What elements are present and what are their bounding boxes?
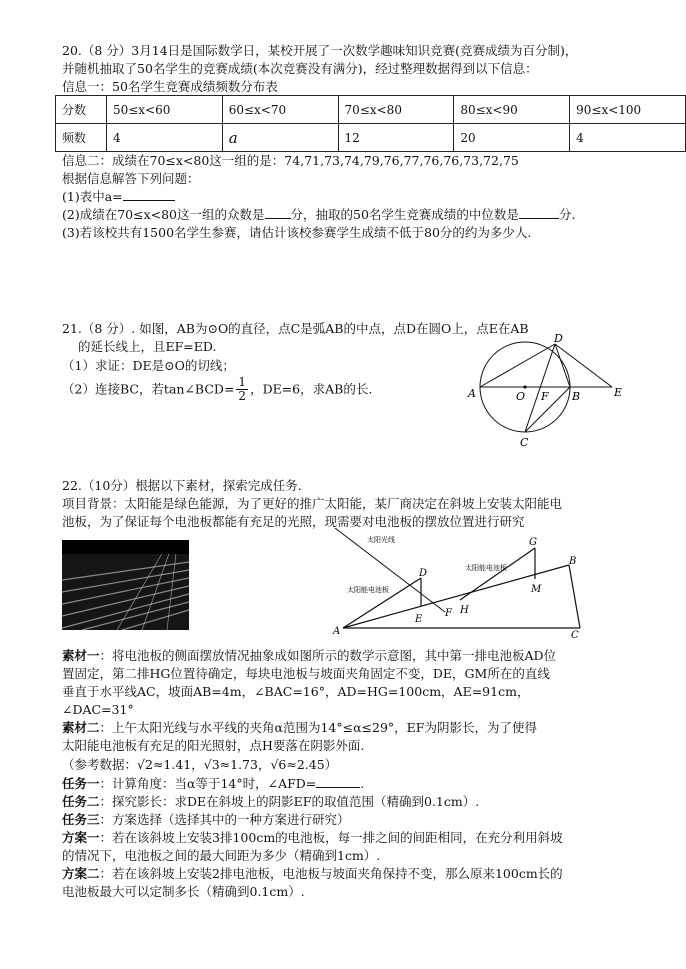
table-cell: 90≤x<100	[570, 96, 686, 124]
line-ad	[480, 344, 555, 387]
reference-data: （参考数据：√2≈1.41，√3≈1.73，√6≈2.45）	[62, 757, 338, 772]
task3-title: 任务三	[62, 812, 100, 827]
scheme2-line2: 电池板最大可以定制多长（精确到0.1cm）.	[62, 884, 305, 899]
q20-part2-text-a: (2)成绩在70≤x<80这一组的众数是	[62, 207, 265, 222]
label-d: D	[419, 568, 428, 579]
q21-line2: 的延长线上，且EF=ED.	[78, 339, 217, 354]
label-b: B	[569, 556, 577, 567]
label-e: E	[614, 386, 623, 399]
table-cell: 12	[338, 124, 454, 152]
scheme2-text: ：若在该斜坡上安装2排电池板，电池板与坡面夹角保持不变，那么原来100cm长的	[99, 866, 563, 881]
label-m: M	[531, 584, 542, 595]
material2-title: 素材二	[62, 720, 100, 735]
label-f: F	[541, 390, 549, 403]
q20-part2-text-c: 分.	[558, 207, 576, 222]
center-point-o	[523, 385, 526, 388]
task2	[62, 794, 479, 810]
answer-blank[interactable]	[316, 787, 360, 788]
q20-line1: 20.（8 分）3月14日是国际数学日，某校开展了一次数学趣味知识竞赛(竞赛成绩为百分制)，	[62, 43, 578, 58]
task2-title: 任务二	[62, 794, 100, 809]
frequency-table	[55, 95, 686, 152]
q22-line1: 22.（10分）根据以下素材，探索完成任务.	[62, 478, 302, 493]
table-cell: 4	[106, 124, 222, 152]
label-panel-a: 太阳能电池板	[347, 586, 389, 594]
solar-slope-diagram	[325, 528, 595, 640]
q20-info1: 信息一：50名学生竞赛成绩频数分布表	[62, 79, 278, 94]
task3	[62, 812, 350, 828]
solar-panel-photo-art	[62, 540, 189, 630]
material1-text: ：将电池板的侧面摆放情况抽象成如图所示的数学示意图，其中第一排电池板AD位	[99, 648, 557, 663]
q20-ask: 根据信息解答下列问题：	[62, 171, 200, 186]
material2-text: ：上午太阳光线与水平线的夹角α范围为14°≤α≤29°，EF为阴影长，为了使得	[99, 720, 537, 735]
q21-part1: （1）求证：DE是⊙O的切线；	[62, 358, 235, 373]
q21-part2	[62, 376, 372, 410]
fraction	[236, 376, 248, 403]
label-e: E	[415, 614, 423, 625]
task1-title: 任务一	[62, 776, 100, 791]
task1	[62, 776, 364, 792]
q21-part2-text-a: （2）连接BC，若tan∠BCD=	[62, 381, 235, 397]
q20-part2	[62, 207, 575, 223]
material1-line3: 垂直于水平线AC，坡面AB=4m，∠BAC=16°，AD=HG=100cm，AE=91cm，	[62, 684, 530, 699]
answer-blank[interactable]	[265, 218, 291, 219]
line-bc	[569, 565, 580, 628]
fraction-numerator: 1	[238, 375, 247, 389]
scheme1-line1	[62, 830, 563, 846]
q20-line2: 并随机抽取了50名学生的竞赛成绩(本次竞赛没有满分)，经过整理数据得到以下信息：	[62, 61, 538, 76]
answer-blank[interactable]	[519, 218, 559, 219]
label-o: O	[516, 390, 526, 403]
q20-part1-text: (1)表中a=	[62, 189, 123, 204]
table-cell: 分数	[56, 96, 107, 124]
table-cell: 频数	[56, 124, 107, 152]
scheme1-line2: 的情况下，电池板之间的最大间距为多少（精确到1cm）.	[62, 848, 381, 863]
q20-part2-text-b: 分，抽取的50名学生竞赛成绩的中位数是	[290, 207, 519, 222]
task2-text: ：探究影长：求DE在斜坡上的阴影EF的取值范围（精确到0.1cm）.	[99, 794, 480, 809]
task3-text: ：方案选择（选择其中的一种方案进行研究）	[99, 812, 350, 827]
table-cell: 20	[454, 124, 570, 152]
material1-title: 素材一	[62, 648, 100, 663]
material1-line4: ∠DAC=31°	[62, 702, 134, 717]
q21-part2-text-b: ，DE=6，求AB的长.	[250, 381, 373, 397]
q22-line2: 项目背景：太阳能是绿色能源，为了更好的推广太阳能，某厂商决定在斜坡上安装太阳能电	[62, 496, 563, 511]
line-dc	[525, 344, 555, 432]
label-d: D	[554, 332, 563, 345]
label-a: A	[333, 626, 341, 637]
q22-line3: 池板，为了保证每个电池板都能有充足的光照，现需要对电池板的摆放位置进行研究	[62, 514, 525, 529]
label-c: C	[520, 436, 529, 449]
label-a: A	[468, 387, 476, 400]
label-g: G	[529, 537, 537, 548]
label-c: C	[571, 630, 579, 640]
task1-end: .	[360, 776, 365, 791]
material2-line1	[62, 720, 537, 736]
scheme1-title: 方案一	[62, 830, 100, 845]
answer-blank[interactable]	[123, 200, 175, 201]
q21-line1: 21.（8 分）. 如图，AB为⊙O的直径，点C是弧AB的中点，点D在圆O上，点E在AB	[62, 321, 529, 336]
solar-panel-photo	[62, 540, 189, 630]
table-cell: 50≤x<60	[106, 96, 222, 124]
scheme2-line1	[62, 866, 563, 882]
material1-line2: 置固定，第二排HG位置待确定，每块电池板与坡面夹角固定不变，DE，GM所在的直线	[62, 666, 550, 681]
scheme1-text: ：若在该斜坡上安装3排100cm的电池板，每一排之间的间距相同，在充分利用斜坡	[99, 830, 563, 845]
label-b: B	[572, 390, 581, 403]
q20-part1	[62, 189, 175, 205]
circle-diagram	[460, 330, 630, 450]
material2-line2: 太阳能电池板有充足的阳光照射，点H要落在阴影外面.	[62, 738, 365, 753]
material1-line1	[62, 648, 556, 664]
label-panel-b: 太阳能电池板	[465, 564, 507, 572]
panel-hg	[460, 548, 535, 600]
table-row	[56, 124, 686, 152]
scheme2-title: 方案二	[62, 866, 100, 881]
line-de	[555, 344, 612, 387]
label-h: H	[460, 605, 469, 616]
q20-part3: (3)若该校共有1500名学生参赛，请估计该校参赛学生成绩不低于80分的约为多少人.	[62, 225, 532, 240]
table-cell: 80≤x<90	[454, 96, 570, 124]
line-db	[555, 344, 570, 387]
label-f: F	[445, 608, 452, 619]
fraction-denominator: 2	[238, 389, 247, 403]
table-cell: a	[222, 124, 338, 152]
table-cell: 60≤x<70	[222, 96, 338, 124]
table-cell: 70≤x<80	[338, 96, 454, 124]
task1-text: ：计算角度：当α等于14°时，∠AFD=	[99, 776, 317, 791]
table-header-row	[56, 96, 686, 124]
table-cell: 4	[570, 124, 686, 152]
label-sunlight: 太阳光线	[367, 536, 395, 544]
q20-info2: 信息二：成绩在70≤x<80这一组的是：74,71,73,74,79,76,77,76,76,73,72,75	[62, 153, 519, 168]
